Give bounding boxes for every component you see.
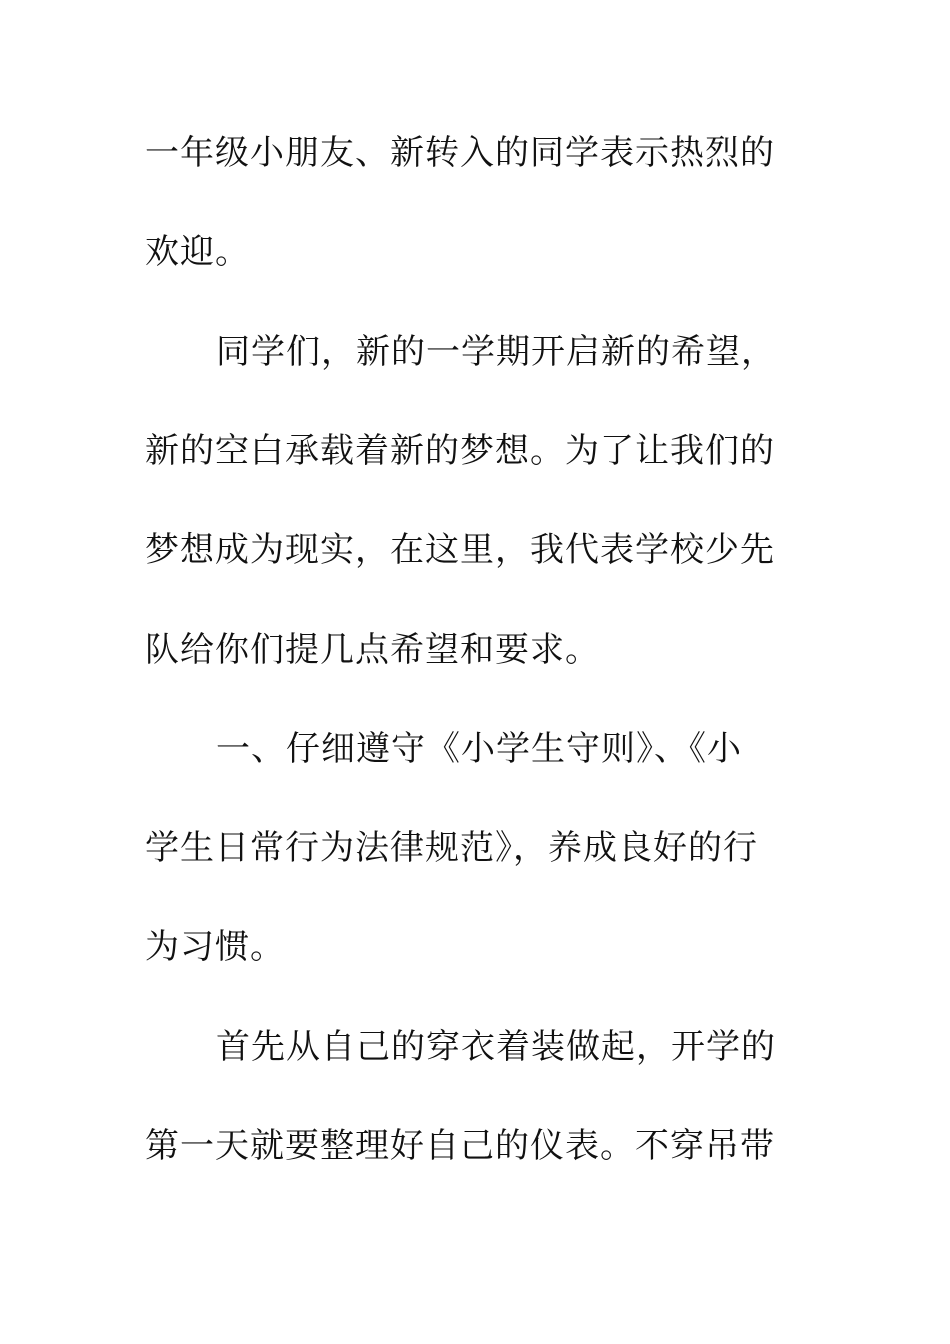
text-line: 新的空白承载着新的梦想。为了让我们的 [145, 431, 775, 471]
paragraph-start-line: 一、仔细遵守《小学生守则》、《小 [216, 729, 742, 769]
text-line: 学生日常行为法律规范》，养成良好的行 [145, 828, 758, 868]
text-line: 一年级小朋友、新转入的同学表示热烈的 [145, 133, 775, 173]
text-line: 梦想成为现实，在这里，我代表学校少先 [145, 530, 775, 570]
paragraph-start-line: 首先从自己的穿衣着装做起，开学的 [216, 1027, 776, 1067]
text-line: 第一天就要整理好自己的仪表。不穿吊带 [145, 1126, 775, 1166]
text-line: 为习惯。 [145, 927, 285, 967]
paragraph-start-line: 同学们，新的一学期开启新的希望， [216, 332, 776, 372]
text-line: 欢迎。 [145, 232, 250, 272]
text-line: 队给你们提几点希望和要求。 [145, 630, 600, 670]
